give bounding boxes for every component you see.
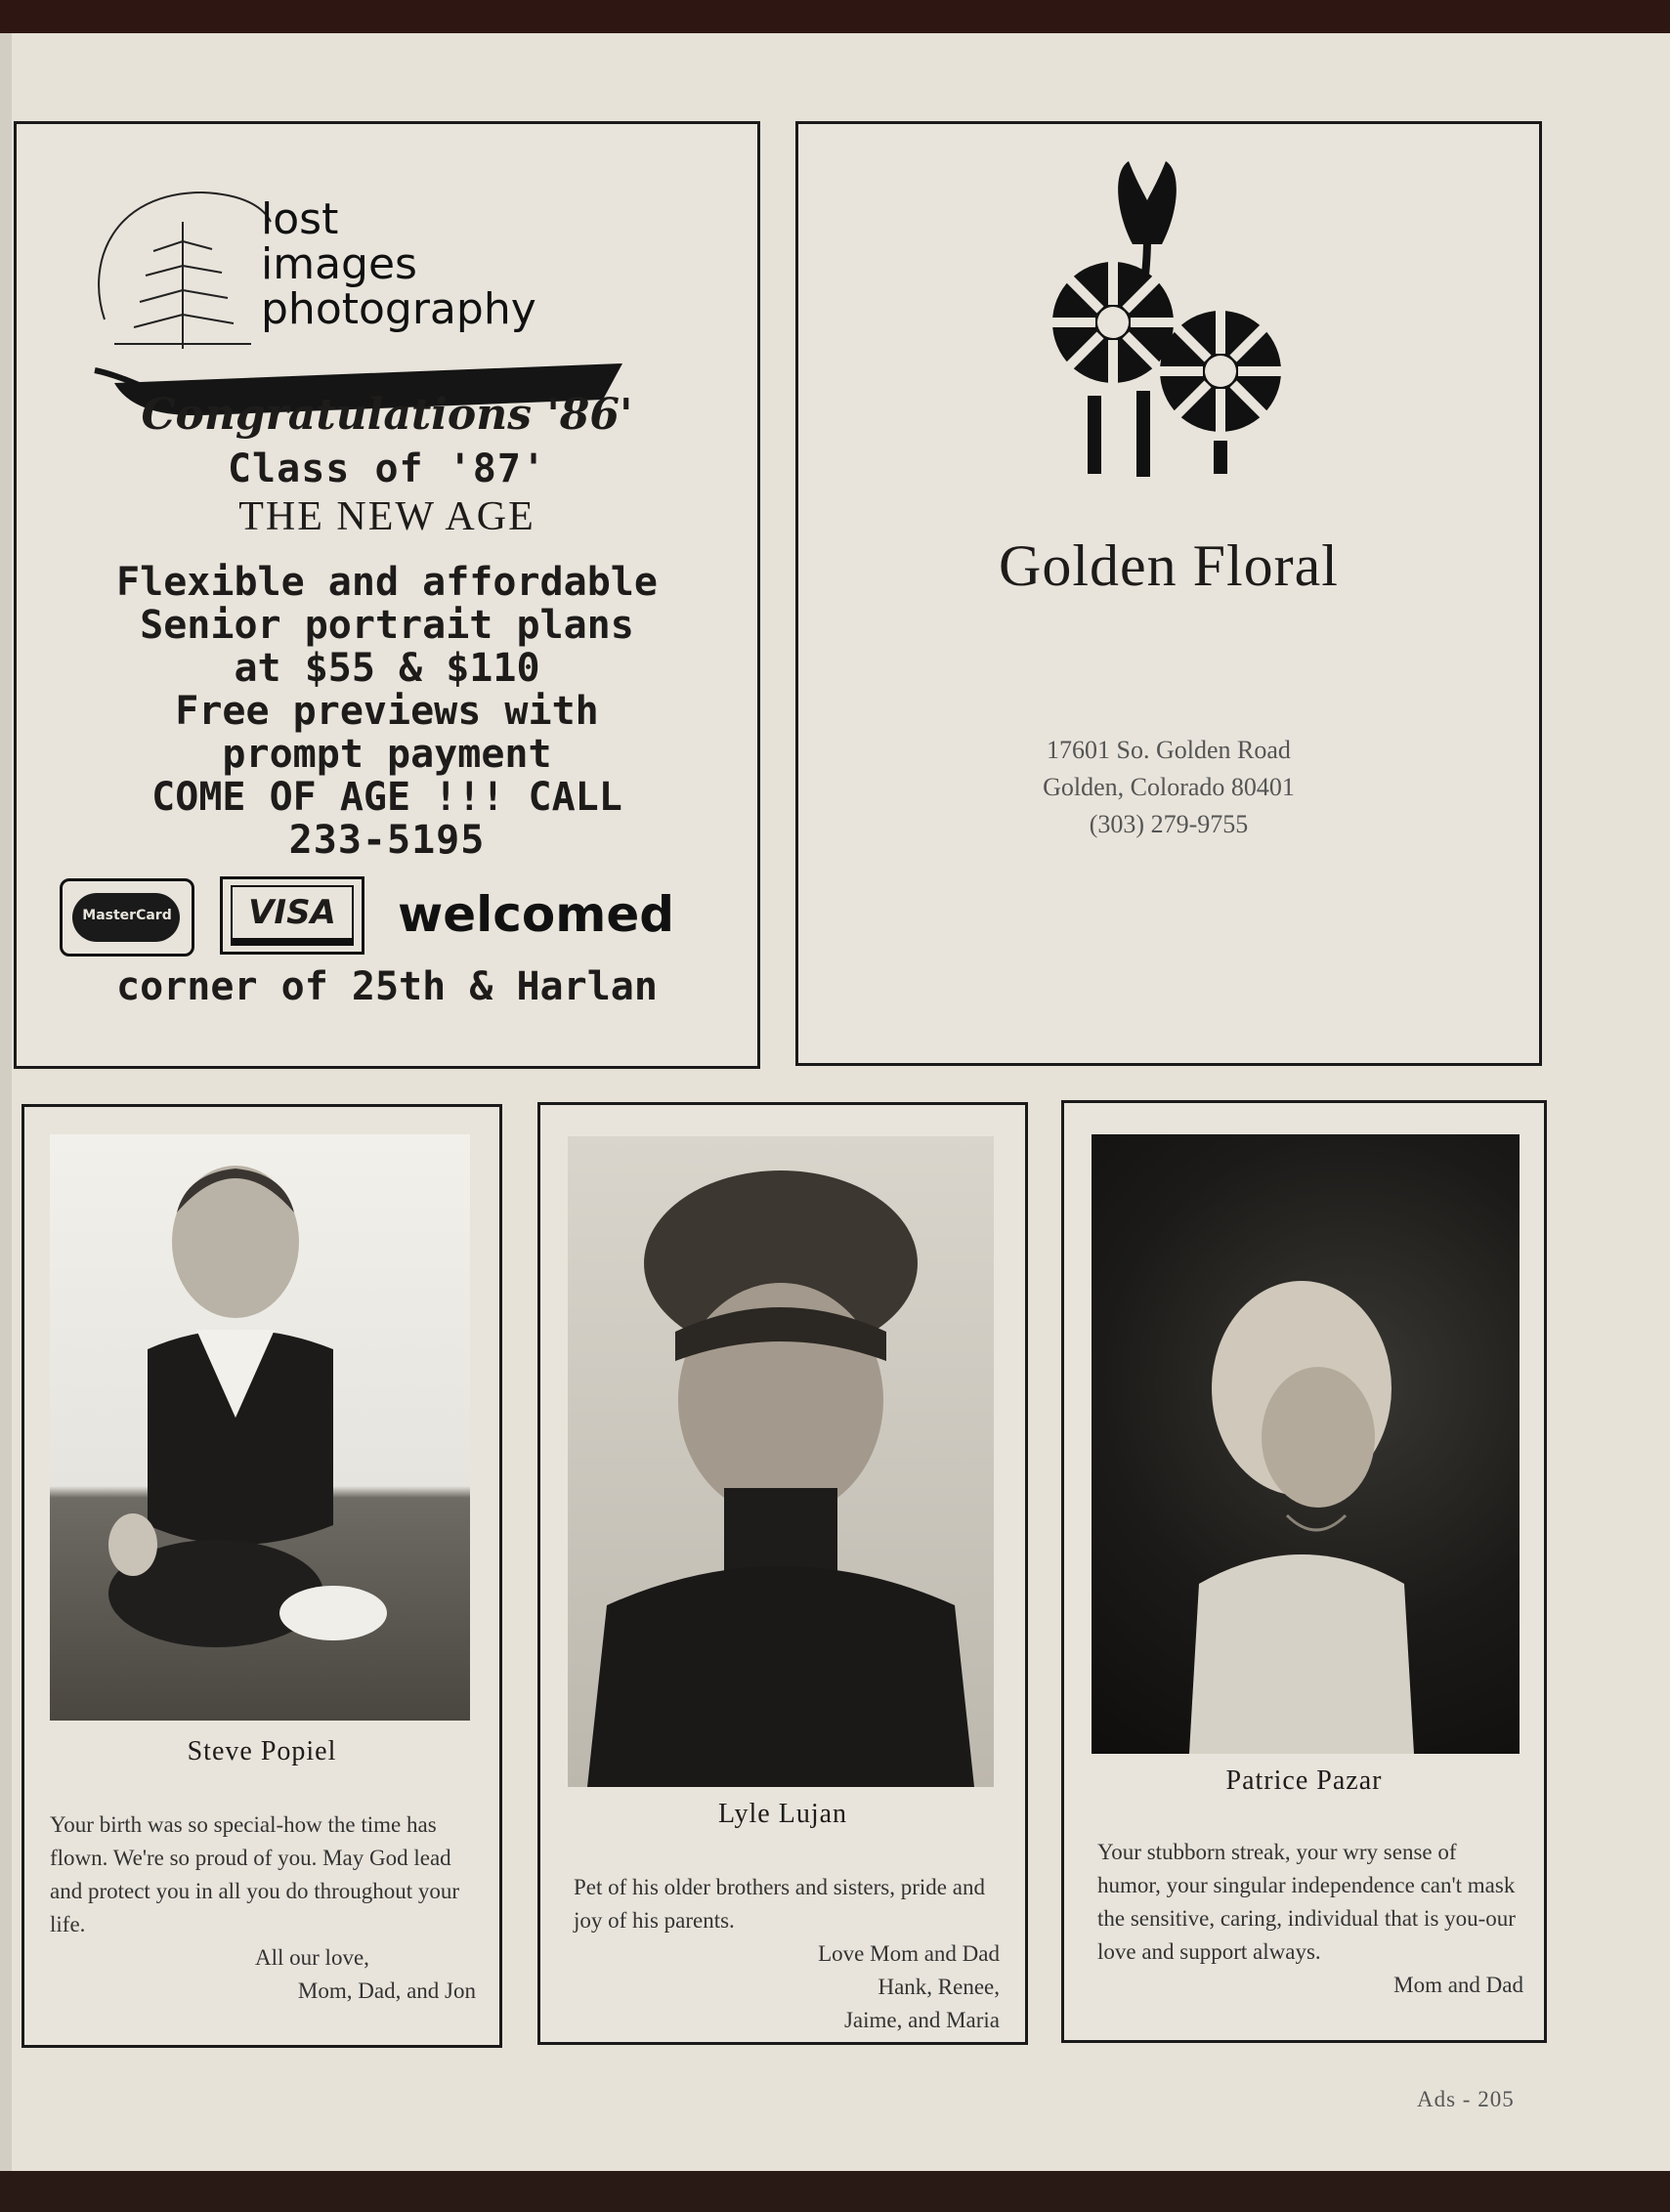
mastercard-label: MasterCard (82, 908, 172, 923)
card-message-text: Your birth was so special-how the time has flown. We're so proud of you. May God lead and protect you in all you do throughout your life. (50, 1812, 460, 1936)
mastercard-logo (60, 878, 194, 957)
card-message-text: Pet of his older brothers and sisters, pride and joy of his parents. (574, 1875, 985, 1933)
ad-line-prompt-payment: prompt payment (222, 732, 552, 777)
card-message-steve-popiel (50, 1808, 476, 2008)
bottom-binding-edge (0, 2171, 1670, 2212)
card-message-patrice-pazar (1097, 1836, 1523, 2002)
visa-label: VISA (248, 893, 336, 932)
golden-floral-address-line1: 17601 So. Golden Road (1047, 736, 1291, 764)
card-signoff-line2: Mom, Dad, and Jon (297, 1978, 476, 2003)
logo-line-photography: photography (261, 284, 536, 334)
woman-portrait-photo (1092, 1134, 1520, 1754)
ad-line-flexible: Flexible and affordable (116, 560, 658, 605)
tribute-card-steve-popiel (21, 1104, 502, 2048)
ad-location-text: corner of 25th & Harlan (116, 964, 658, 1009)
logo-line-lost: lost (261, 194, 339, 244)
lost-images-logo-text (261, 194, 536, 334)
lost-images-ad (14, 121, 760, 1069)
tribute-card-patrice-pazar (1061, 1100, 1547, 2043)
card-signoff-line2: Hank, Renee, (878, 1975, 1000, 1999)
logo-line-images: images (261, 239, 417, 289)
left-page-edge (0, 33, 12, 2171)
card-name-lyle-lujan: Lyle Lujan (717, 1799, 848, 1829)
golden-floral-title: Golden Floral (999, 533, 1339, 598)
card-signoff-line1: All our love, (255, 1945, 369, 1970)
cards-welcomed-text: welcomed (398, 886, 675, 943)
ad-phone-number: 233-5195 (288, 818, 486, 863)
golden-floral-ad (795, 121, 1542, 1066)
ad-line-senior-portrait: Senior portrait plans (140, 603, 634, 648)
card-message-lyle-lujan (574, 1871, 1000, 2037)
new-age-text: THE NEW AGE (238, 494, 535, 539)
flower-logo-icon (1035, 151, 1308, 484)
card-name-steve-popiel: Steve Popiel (187, 1736, 337, 1766)
card-message-text: Your stubborn streak, your wry sense of humor, your singular independence can't mask the sensitive, caring, individual that is you-our love and support always. (1097, 1840, 1516, 1964)
golden-floral-address-line2: Golden, Colorado 80401 (1043, 773, 1295, 801)
tribute-card-lyle-lujan (537, 1102, 1028, 2045)
card-signoff-line3: Jaime, and Maria (843, 2008, 1000, 2032)
page-number-label: Ads - 205 (1417, 2087, 1515, 2111)
congratulations-heading: Congratulations '86' (141, 390, 633, 440)
ad-line-come-of-age: COME OF AGE !!! CALL (151, 775, 622, 820)
child-portrait-photo (568, 1136, 994, 1787)
baby-figure-graphic (50, 1134, 470, 1721)
visa-logo (220, 876, 364, 955)
class-of-text: Class of '87' (227, 447, 547, 491)
ad-line-prices: at $55 & $110 (234, 646, 540, 691)
card-signoff-line1: Mom and Dad (1393, 1973, 1523, 1997)
card-name-patrice-pazar: Patrice Pazar (1225, 1765, 1383, 1796)
woman-figure-graphic (1092, 1134, 1520, 1754)
golden-floral-phone: (303) 279-9755 (1089, 810, 1249, 838)
ad-line-free-previews: Free previews with (175, 689, 599, 734)
card-signoff-line1: Love Mom and Dad (818, 1941, 1000, 1966)
child-figure-graphic (568, 1136, 994, 1787)
top-binding-edge (0, 0, 1670, 33)
baby-portrait-photo (50, 1134, 470, 1721)
